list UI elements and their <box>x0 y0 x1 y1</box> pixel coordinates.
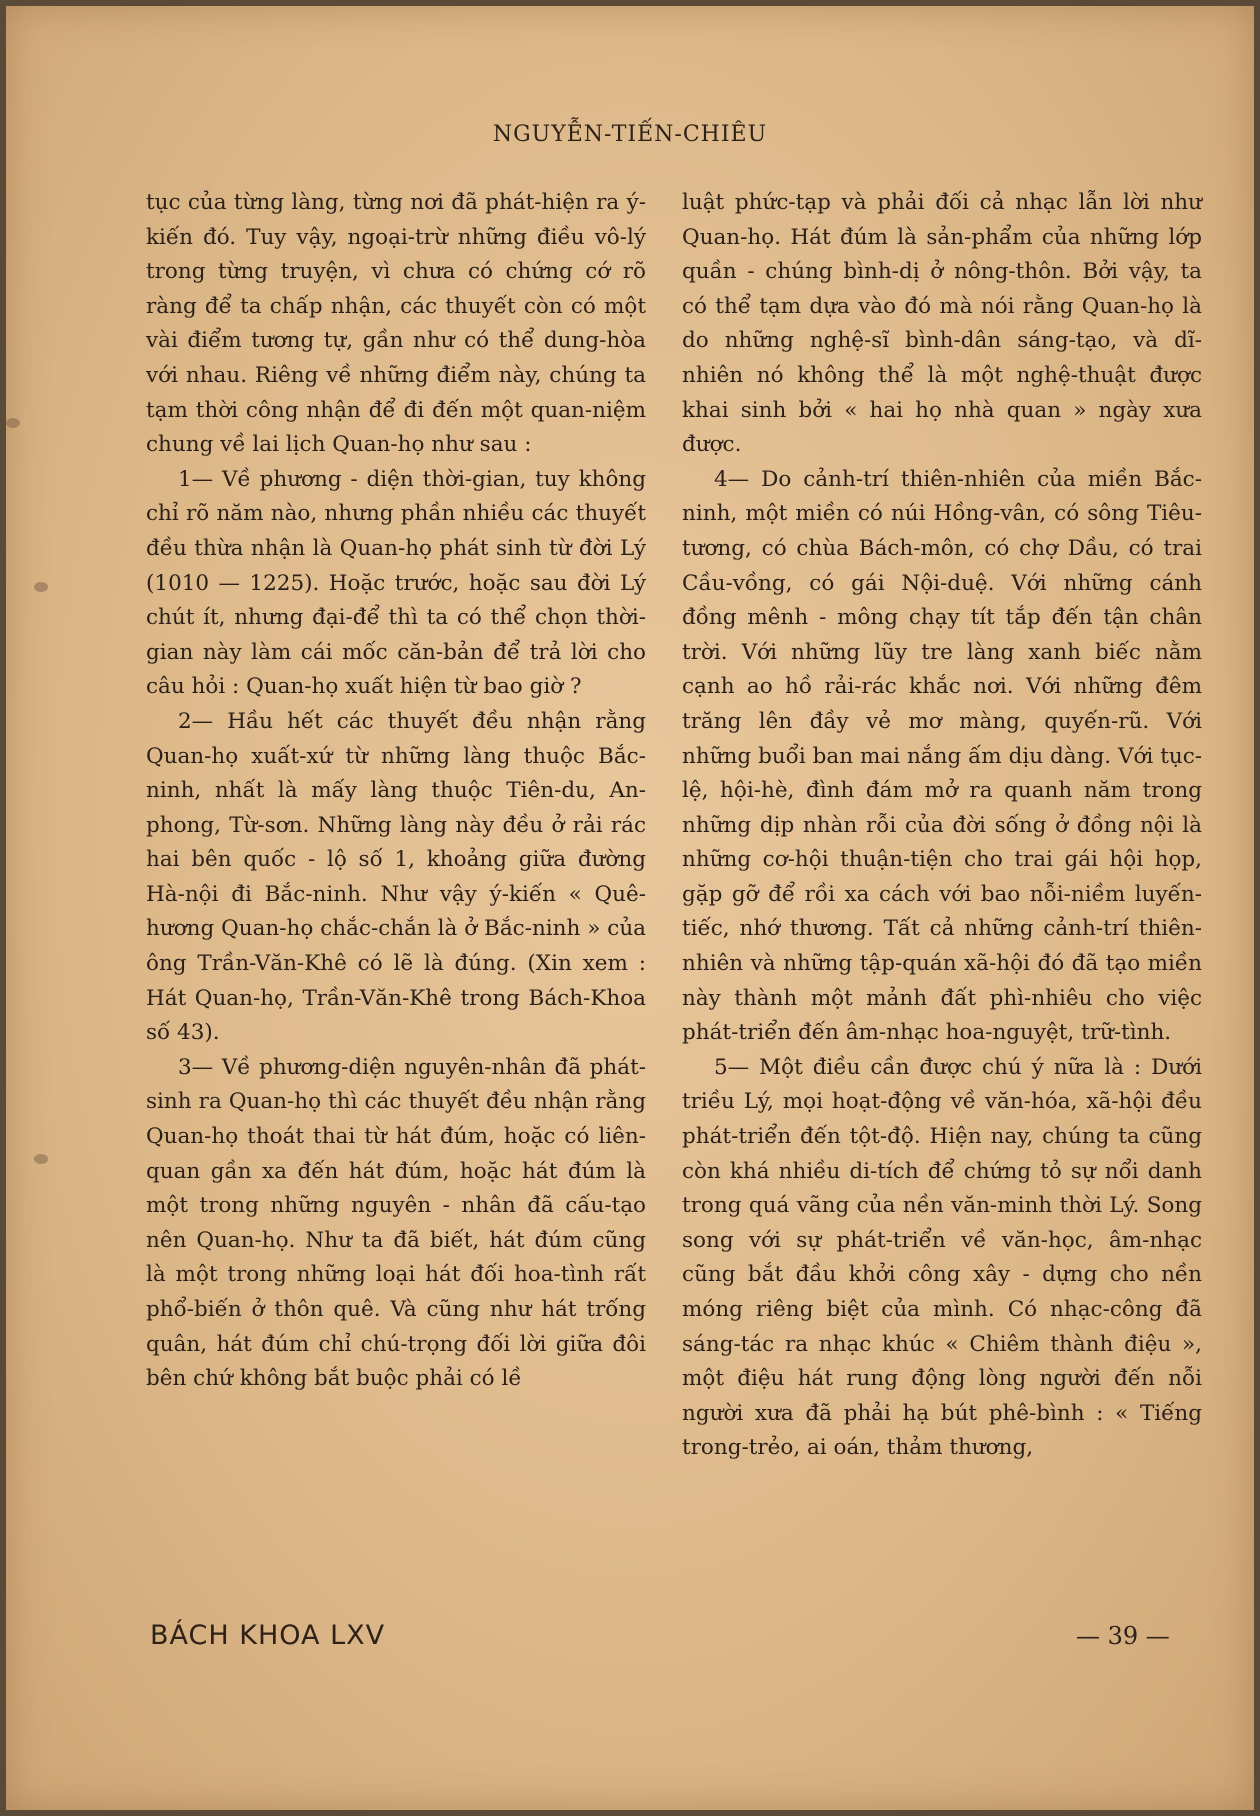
paragraph: 5— Một điều cần được chú ý nữa là : Dưới triều Lý, mọi hoạt-động về văn-hóa, xã-hội đều phát-triển đến tột-độ. Hiện nay, chúng ta cũng còn khá nhiều di-tích để chứng tỏ sự nổi danh trong quá vãng của nền văn-minh thời Lý. Song song với sự phát-triển về văn-học, âm-nhạc cũng bắt đầu khởi công xây - dựng cho nền móng riêng biệt của mình. Có nhạc-công đã sáng-tác ra nhạc khúc « Chiêm thành điệu », một điệu hát rung động lòng người đến nỗi người xưa đã phải hạ bút phê-bình : « Tiếng trong-trẻo, ai oán, thảm thương, <box>682 1054 1202 1461</box>
page-number: — 39 — <box>1076 1622 1170 1650</box>
binding-mark <box>6 418 20 428</box>
paragraph: 2— Hầu hết các thuyết đều nhận rằng Quan-họ xuất-xứ từ những làng thuộc Bắc-ninh, nhất là mấy làng thuộc Tiên-du, An-phong, Từ-sơn. Những làng này đều ở rải rác hai bên quốc - lộ số 1, khoảng giữa đường Hà-nội đi Bắc-ninh. Như vậy ý-kiến « Quê-hương Quan-họ chắc-chắn là ở Bắc-ninh » của ông Trần-Văn-Khê có lẽ là đúng. (Xin xem : Hát Quan-họ, Trần-Văn-Khê trong Bách-Khoa số 43). <box>146 708 646 1046</box>
scanned-page <box>6 6 1254 1810</box>
left-column <box>146 186 646 1397</box>
paragraph: luật phức-tạp và phải đối cả nhạc lẫn lời như Quan-họ. Hát đúm là sản-phẩm của những lớp quần - chúng bình-dị ở nông-thôn. Bởi vậy, ta có thể tạm dựa vào đó mà nói rằng Quan-họ là do những nghệ-sĩ bình-dân sáng-tạo, và dĩ-nhiên nó không thể là một nghệ-thuật được khai sinh bởi « hai họ nhà quan » ngày xưa được. <box>682 190 1202 458</box>
running-title: NGUYỄN-TIẾN-CHIÊU <box>492 122 768 147</box>
binding-mark <box>34 582 48 592</box>
paragraph: tục của từng làng, từng nơi đã phát-hiện ra ý-kiến đó. Tuy vậy, ngoại-trừ những điều vô-lý trong từng truyện, vì chưa có chứng cớ rõ ràng để ta chấp nhận, các thuyết còn có một vài điểm tương tự, gần như có thể dung-hòa với nhau. Riêng về những điểm này, chúng ta tạm thời công nhận để đi đến một quan-niệm chung về lai lịch Quan-họ như sau : <box>146 190 646 458</box>
right-column <box>682 186 1202 1466</box>
magazine-footer: BÁCH KHOA LXV <box>150 1620 386 1651</box>
binding-mark <box>34 1154 48 1164</box>
paragraph: 3— Về phương-diện nguyên-nhân đã phát-sinh ra Quan-họ thì các thuyết đều nhận rằng Quan-họ thoát thai từ hát đúm, hoặc có liên-quan gần xa đến hát đúm, hoặc hát đúm là một trong những nguyên - nhân đã cấu-tạo nên Quan-họ. Như ta đã biết, hát đúm cũng là một trong những loại hát đối hoa-tình rất phổ-biến ở thôn quê. Và cũng như hát trống quân, hát đúm chỉ chú-trọng đối lời giữa đôi bên chứ không bắt buộc phải có lề <box>146 1054 646 1392</box>
paragraph: 4— Do cảnh-trí thiên-nhiên của miền Bắc-ninh, một miền có núi Hồng-vân, có sông Tiêu-tương, có chùa Bách-môn, có chợ Dầu, có trai Cầu-vồng, có gái Nội-duệ. Với những cánh đồng mênh - mông chạy tít tắp đến tận chân trời. Với những lũy tre làng xanh biếc nằm cạnh ao hồ rải-rác khắc nơi. Với những đêm trăng lên đầy vẻ mơ màng, quyến-rũ. Với những buổi ban mai nắng ấm dịu dàng. Với tục-lệ, hội-hè, đình đám mở ra quanh năm trong những dịp nhàn rỗi của đời sống ở đồng nội là những cơ-hội thuận-tiện cho trai gái hội họp, gặp gỡ để rồi xa cách với bao nỗi-niềm luyến-tiếc, nhớ thương. Tất cả những cảnh-trí thiên-nhiên và những tập-quán xã-hội đó đã tạo miền này thành một mảnh đất phì-nhiêu cho việc phát-triển đến âm-nhạc hoa-nguyệt, trữ-tình. <box>682 466 1202 1046</box>
paragraph: 1— Về phương - diện thời-gian, tuy không chỉ rõ năm nào, nhưng phần nhiều các thuyết đều thừa nhận là Quan-họ phát sinh từ đời Lý (1010 — 1225). Hoặc trước, hoặc sau đời Lý chút ít, nhưng đại-để thì ta có thể chọn thời-gian này làm cái mốc căn-bản để trả lời cho câu hỏi : Quan-họ xuất hiện từ bao giờ ? <box>146 466 646 700</box>
